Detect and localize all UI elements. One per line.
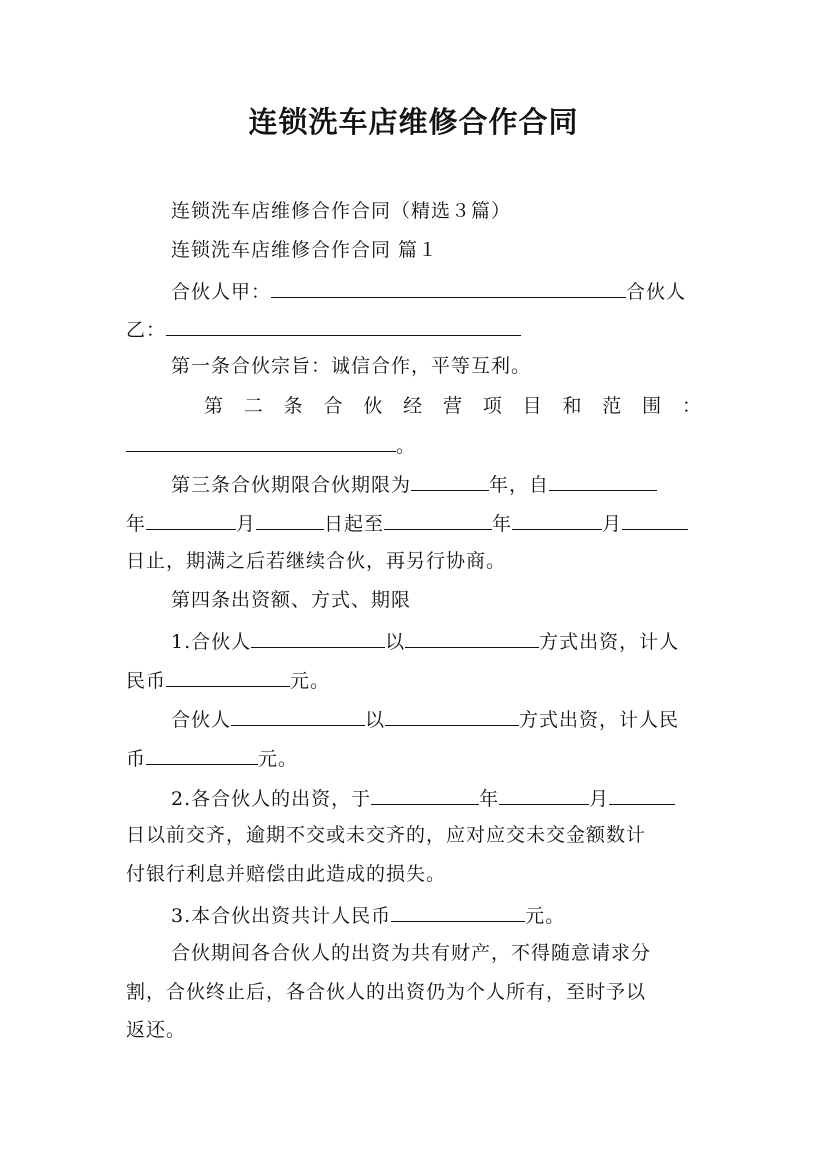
article-2-char: ： <box>681 395 702 417</box>
month-label-2: 月 <box>602 513 623 535</box>
blank-amount-2 <box>146 742 258 765</box>
contribution-1-text: 1.合伙人 <box>171 631 252 653</box>
payment-deadline-cont: 日以前交齐，逾期不交或未交齐的，应对应交未交金额数计 <box>126 824 647 846</box>
blank-total-amount <box>391 899 525 922</box>
rmb-label: 民币 <box>126 670 167 692</box>
yuan-label-3: 元。 <box>525 905 566 927</box>
blank-pay-day <box>609 782 675 805</box>
article-3 <box>126 468 747 500</box>
partner-b-label-cont: 乙： <box>126 319 167 341</box>
total-contribution-text: 3.本合伙出资共计人民币 <box>171 905 392 927</box>
blank-end-day <box>622 507 688 530</box>
article-2-char: 目 <box>522 395 543 417</box>
blank-amount-1 <box>166 664 290 687</box>
by-label: 以 <box>385 631 406 653</box>
currency-label: 币 <box>126 748 147 770</box>
blank-pay-year <box>371 782 479 805</box>
article-2-char: 二 <box>243 395 264 417</box>
blank-partner-name-2 <box>231 703 365 726</box>
contribution-2-text-2: 方式出资，计人民 <box>519 709 680 731</box>
article-2-char: 合 <box>323 395 344 417</box>
blank-partner-a <box>271 275 626 298</box>
blank-business-scope <box>126 429 396 452</box>
article-1: 第一条合伙宗旨：诚信合作，平等互利。 <box>171 355 532 377</box>
contribution-1-text-2: 方式出资，计人 <box>539 631 680 653</box>
day-to-label: 日起至 <box>324 513 385 535</box>
article-4-heading: 第四条出资额、方式、期限 <box>171 589 412 611</box>
contribution-2-text: 合伙人 <box>171 709 232 731</box>
partner-a-line <box>126 275 747 307</box>
article-2-char: 围 <box>642 395 663 417</box>
payment-deadline <box>126 782 747 814</box>
blank-partner-b <box>166 313 521 336</box>
doc-subtitle: 连锁洗车店维修合作合同（精选３篇） <box>171 200 512 222</box>
shared-property-end: 返还。 <box>126 1019 187 1041</box>
article-2-char: 伙 <box>363 395 384 417</box>
contribution-1-amount <box>126 664 702 696</box>
by-label-2: 以 <box>365 709 386 731</box>
year-label-3: 年 <box>479 788 500 810</box>
article-3-end: 日止，期满之后若继续合伙，再另行协商。 <box>126 550 507 572</box>
year-label: 年 <box>126 513 147 535</box>
document-title: 连锁洗车店维修合作合同 <box>248 105 579 139</box>
article-2-char: 范 <box>602 395 623 417</box>
blank-start-month <box>146 507 236 530</box>
article-3-dates <box>126 507 702 539</box>
partner-b-line <box>126 313 702 345</box>
blank-start-day <box>256 507 324 530</box>
contribution-2 <box>126 703 747 735</box>
article-2-char: 营 <box>442 395 463 417</box>
article-2-blank-line <box>126 429 702 461</box>
partner-b-label: 合伙人 <box>626 281 687 303</box>
yuan-label-2: 元。 <box>258 748 299 770</box>
section-heading: 连锁洗车店维修合作合同 篇１ <box>171 239 439 261</box>
blank-years <box>411 468 489 491</box>
article-2-char: 第 <box>204 395 225 417</box>
shared-property-cont: 割，合伙终止后，各合伙人的出资仍为个人所有，至时予以 <box>126 981 647 1003</box>
blank-method-2 <box>385 703 519 726</box>
blank-start-year <box>549 468 657 491</box>
article-3-text-2: 年，自 <box>489 474 550 496</box>
yuan-label: 元。 <box>290 670 331 692</box>
article-2-char: 项 <box>482 395 503 417</box>
blank-pay-month <box>499 782 589 805</box>
month-label-3: 月 <box>589 788 610 810</box>
article-2-char: 经 <box>403 395 424 417</box>
article-3-text: 第三条合伙期限合伙期限为 <box>171 474 412 496</box>
contribution-2-amount <box>126 742 702 774</box>
period-mark: 。 <box>396 435 417 457</box>
total-contribution <box>126 899 747 931</box>
article-2-char: 和 <box>562 395 583 417</box>
blank-partner-name-1 <box>251 625 385 648</box>
blank-end-month <box>512 507 602 530</box>
month-label: 月 <box>236 513 257 535</box>
blank-method-1 <box>405 625 539 648</box>
year-label-2: 年 <box>492 513 513 535</box>
article-2 <box>126 391 702 421</box>
article-2-char: 条 <box>283 395 304 417</box>
payment-deadline-text: 2.各合伙人的出资，于 <box>171 788 372 810</box>
payment-deadline-end: 付银行利息并赔偿由此造成的损失。 <box>126 863 447 885</box>
blank-end-year <box>384 507 492 530</box>
contribution-1 <box>126 625 747 657</box>
shared-property-para: 合伙期间各合伙人的出资为共有财产，不得随意请求分 <box>171 942 652 964</box>
partner-a-label: 合伙人甲： <box>171 281 272 303</box>
